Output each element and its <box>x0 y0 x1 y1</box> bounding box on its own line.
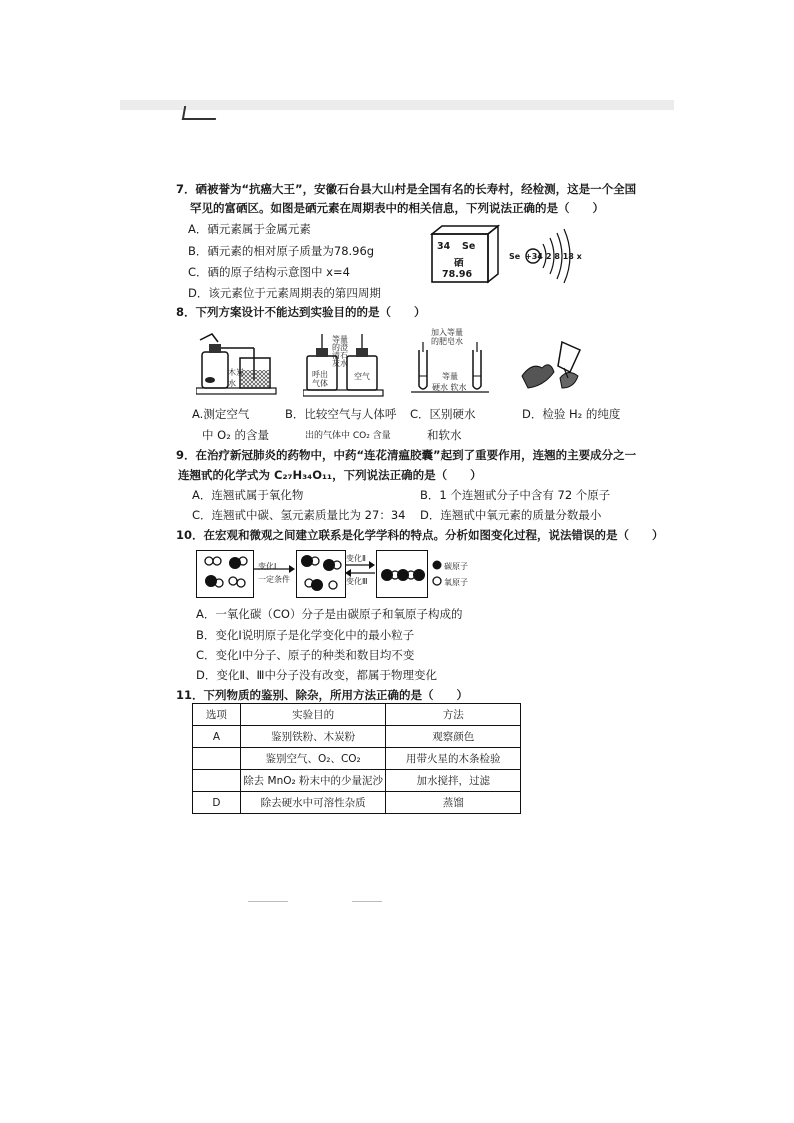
q10-stem: 10．在宏观和微观之间建立联系是化学学科的特点。分析如图变化过程，说法错误的是（ ） <box>176 528 664 542</box>
table-row <box>193 792 521 814</box>
table-cell-option <box>193 770 241 792</box>
q9-option-a: A．连翘甙属于氧化物 <box>192 488 304 502</box>
atom-symbol: Se <box>509 252 521 261</box>
q8-option-a-line2: 中 O₂ 的含量 <box>202 428 269 442</box>
molecule-box-before <box>196 550 254 598</box>
apparatus-a-wood-label: 木炭 <box>228 368 244 377</box>
table-cell-purpose: 鉴别铁粉、木炭粉 <box>240 726 386 748</box>
arrow-change-2-label: 变化Ⅱ <box>346 554 366 563</box>
q8-option-c-line1: C．区别硬水 <box>410 407 476 421</box>
scan-artifact-line <box>248 901 288 902</box>
atom-nucleus-charge: +34 <box>525 252 543 261</box>
table-cell-option: D <box>193 792 241 814</box>
table-cell-option <box>193 748 241 770</box>
q10-option-b: B．变化Ⅰ说明原子是化学变化中的最小粒子 <box>196 628 415 642</box>
table-cell-purpose: 除去硬水中可溶性杂质 <box>240 792 386 814</box>
arrow-change-1-label: 变化Ⅰ <box>258 562 277 571</box>
q10-option-a: A．一氧化碳（CO）分子是由碳原子和氧原子构成的 <box>196 607 463 621</box>
q8-option-b-line1: B．比较空气与人体呼 <box>285 407 397 421</box>
apparatus-c-top-label-1: 加入等量 <box>431 328 463 337</box>
q10-option-d: D．变化Ⅱ、Ⅲ中分子没有改变，都属于物理变化 <box>196 668 437 682</box>
apparatus-b-air-label: 空气 <box>354 372 370 381</box>
table-header-option: 选项 <box>193 704 241 726</box>
q7-option-c: C．硒的原子结构示意图中 x=4 <box>188 265 350 279</box>
apparatus-b-label-2: 清石 <box>332 351 348 360</box>
molecule-box-middle <box>296 550 346 598</box>
table-cell-method: 观察颜色 <box>386 726 521 748</box>
table-cell-option: A <box>193 726 241 748</box>
legend-markers <box>431 559 443 589</box>
q8-stem: 8．下列方案设计不能达到实验目的的是（ ） <box>176 305 426 319</box>
apparatus-b-label-1: 的澄 <box>332 343 348 352</box>
q11-table <box>192 703 521 814</box>
apparatus-b-exhaled-label: 呼出 <box>312 370 328 379</box>
q8-option-c-line2: 和软水 <box>427 428 462 442</box>
molecule-box-after <box>376 550 428 598</box>
apparatus-c-equal-label: 等量 <box>442 372 458 381</box>
legend-carbon: 碳原子 <box>444 562 468 571</box>
table-header-method: 方法 <box>386 704 521 726</box>
element-symbol: Se <box>462 241 476 252</box>
table-cell-method: 蒸馏 <box>386 792 521 814</box>
q7-option-a: A．硒元素属于金属元素 <box>188 222 311 236</box>
legend-oxygen: 氧原子 <box>444 578 468 587</box>
scan-artifact-line <box>352 901 382 902</box>
element-mass: 78.96 <box>442 269 473 280</box>
apparatus-a-oxygen-measurement <box>196 330 278 396</box>
page-corner-mark <box>182 106 218 120</box>
q7-option-b: B．硒元素的相对原子质量为78.96g <box>188 244 375 258</box>
q9-option-d: D．连翘甙中氧元素的质量分数最小 <box>420 508 602 522</box>
element-name: 硒 <box>454 258 464 269</box>
q8-option-b-line2: 出的气体中 CO₂ 含量 <box>305 431 391 441</box>
arrow-change-1-condition: 一定条件 <box>258 575 290 584</box>
q8-option-d-line1: D．检验 H₂ 的纯度 <box>522 407 621 421</box>
q9-stem-line1: 9．在治疗新冠肺炎的药物中，中药“连花清瘟胶囊”起到了重要作用，连翘的主要成分之一 <box>176 448 637 462</box>
q7-option-d: D．该元素位于元素周期表的第四周期 <box>188 286 381 300</box>
q7-stem-line1: 7．硒被誉为“抗癌大王”，安徽石台县大山村是全国有名的长寿村，经检测，这是一个全国 <box>176 182 637 196</box>
table-row <box>193 770 521 792</box>
apparatus-a-water-label: 水 <box>228 379 236 388</box>
element-number: 34 <box>437 241 451 252</box>
table-header-row <box>193 704 521 726</box>
table-cell-method: 加水搅拌，过滤 <box>386 770 521 792</box>
apparatus-c-top-label-2: 的肥皂水 <box>431 337 463 346</box>
table-cell-purpose: 鉴别空气、O₂、CO₂ <box>240 748 386 770</box>
table-cell-purpose: 除去 MnO₂ 粉末中的少量泥沙 <box>240 770 386 792</box>
table-header-purpose: 实验目的 <box>240 704 386 726</box>
q9-option-c: C．连翘甙中碳、氢元素质量比为 27：34 <box>192 508 406 522</box>
apparatus-b-gas-label: 气体 <box>312 379 328 388</box>
q9-option-b: B．1 个连翘甙分子中含有 72 个原子 <box>420 488 611 502</box>
q11-stem: 11．下列物质的鉴别、除杂，所用方法正确的是（ ） <box>176 688 469 702</box>
table-row <box>193 748 521 770</box>
q10-option-c: C．变化Ⅰ中分子、原子的种类和数目均不变 <box>196 648 415 662</box>
table-cell-method: 用带火星的木条检验 <box>386 748 521 770</box>
apparatus-b-equal-label: 等量 <box>332 335 348 344</box>
table-row <box>193 726 521 748</box>
q8-option-a-line1: A.测定空气 <box>192 407 250 421</box>
apparatus-d-hydrogen-purity <box>518 338 590 396</box>
apparatus-c-bottom-label: 硬水 软水 <box>432 383 467 392</box>
apparatus-b-label-3: 灰水 <box>332 359 348 368</box>
arrow-change-3-label: 变化Ⅲ <box>346 577 368 586</box>
atom-shell-electrons: 2 8 18 x <box>546 252 582 261</box>
q9-stem-line2: 连翘甙的化学式为 C₂₇H₃₄O₁₁，下列说法正确的是（ ） <box>178 468 482 482</box>
q7-stem-line2: 罕见的富硒区。如图是硒元素在周期表中的相关信息，下列说法正确的是（ ） <box>190 201 604 215</box>
